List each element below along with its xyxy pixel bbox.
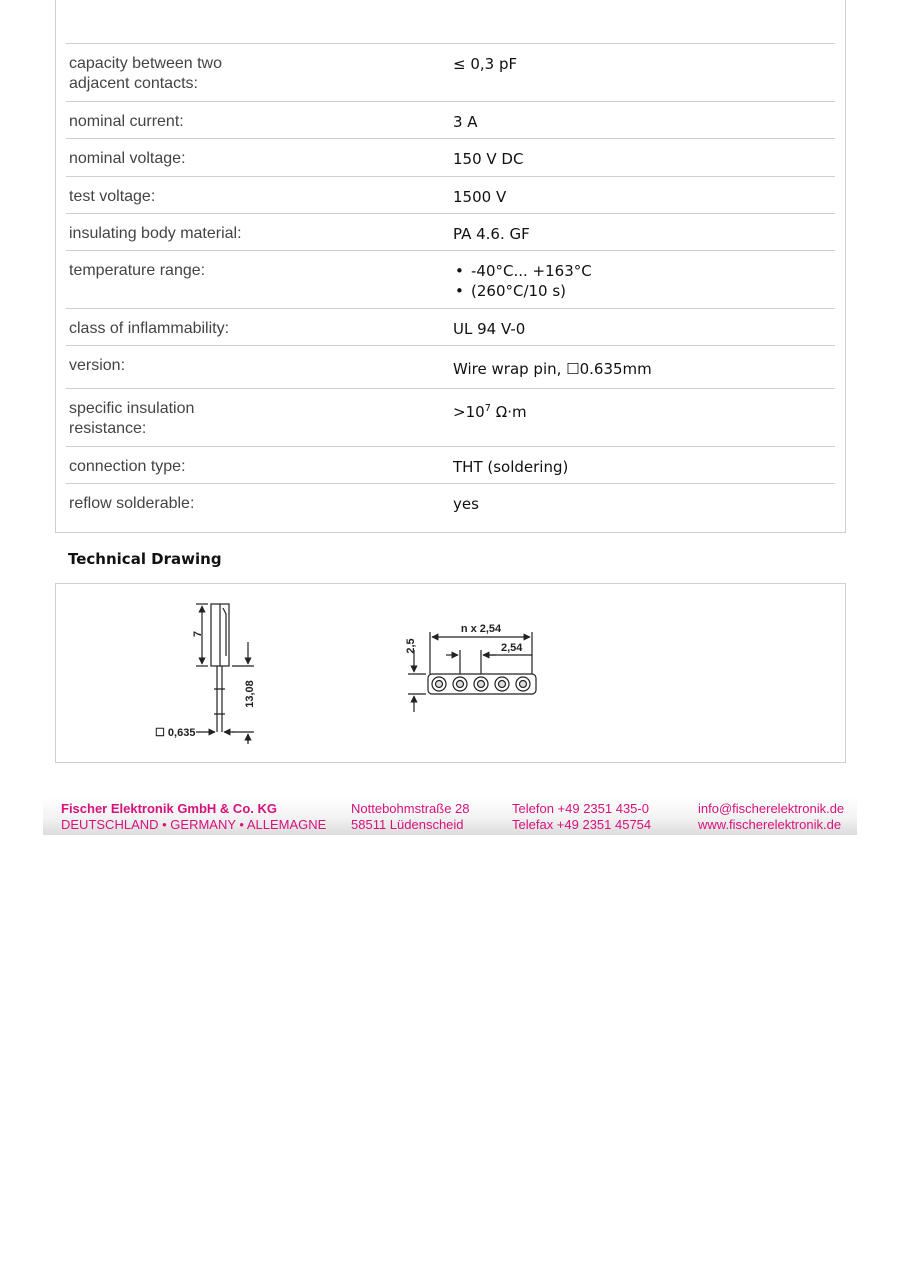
list-item: • -40°C... +163°C [453, 261, 592, 281]
spec-label: version: [69, 357, 126, 374]
spec-label: nominal voltage: [69, 150, 186, 167]
spec-value: THT (soldering) [453, 458, 569, 476]
footer-company [61, 801, 326, 833]
footer [43, 797, 857, 835]
spec-label: insulating body material: [69, 225, 242, 242]
spec-value: PA 4.6. GF [453, 225, 530, 243]
dim-label-2-5: 2,5 [405, 638, 417, 654]
spec-row-test-voltage [66, 176, 835, 213]
spec-value: 1500 V [453, 188, 507, 206]
side-view [196, 604, 254, 744]
dim-label-7: 7 [192, 630, 204, 638]
value-base: >10 [453, 403, 485, 421]
drawing-svg [56, 584, 847, 764]
footer-contact [698, 801, 844, 833]
spec-label: temperature range: [69, 262, 206, 279]
address-city: 58511 Lüdenscheid [351, 817, 464, 832]
spec-value: 3 A [453, 113, 478, 131]
footer-address [351, 801, 470, 833]
section-title: Technical Drawing [68, 550, 222, 568]
spec-value: Wire wrap pin, ☐0.635mm [453, 360, 652, 378]
spec-label: class of inflammability: [69, 320, 230, 337]
dim-label-pitch-total: n x 2,54 [460, 623, 502, 635]
value-unit: Ω·m [491, 403, 527, 421]
spec-row-capacity [66, 43, 835, 101]
email-link[interactable]: info@fischerelektronik.de [698, 801, 845, 816]
spec-row-inflammability [66, 308, 835, 345]
spec-row-reflow [66, 483, 835, 531]
spec-value: yes [453, 495, 479, 513]
phone-number: Telefon +49 2351 435-0 [512, 801, 649, 816]
spec-row-version [66, 345, 835, 388]
spec-label: nominal current: [69, 113, 184, 130]
list-item: • (260°C/10 s) [453, 281, 592, 301]
spec-row-voltage [66, 138, 835, 176]
footer-phone [512, 801, 651, 833]
dim-label-13-08: 13,08 [244, 680, 256, 708]
spec-value: UL 94 V-0 [453, 320, 526, 338]
technical-drawing [55, 583, 846, 763]
company-country: DEUTSCHLAND • GERMANY • ALLEMAGNE [61, 817, 327, 832]
company-name: Fischer Elektronik GmbH & Co. KG [61, 801, 277, 816]
pin-holes [432, 677, 530, 691]
dim-label-pin: ☐ 0,635 [155, 727, 196, 739]
spec-value [453, 399, 527, 422]
spec-label: reflow solderable: [69, 495, 195, 512]
value-exponent: 7 [484, 403, 492, 414]
spec-label: connection type: [69, 458, 186, 475]
spec-value: 150 V DC [453, 150, 524, 168]
spec-table [66, 43, 835, 531]
spec-value [453, 261, 592, 301]
spec-label: capacity between two adjacent contacts: [69, 55, 222, 92]
dim-label-pitch: 2,54 [501, 642, 523, 654]
web-link[interactable]: www.fischerelektronik.de [698, 817, 842, 832]
spec-value: ≤ 0,3 pF [453, 55, 518, 73]
spec-row-insulation [66, 388, 835, 446]
spec-row-connection [66, 446, 835, 483]
spec-label: specific insulation resistance: [69, 400, 195, 437]
fax-number: Telefax +49 2351 45754 [512, 817, 652, 832]
spec-row-material [66, 213, 835, 250]
spec-table-box [55, 0, 846, 533]
spec-label: test voltage: [69, 188, 156, 205]
spec-row-temperature [66, 250, 835, 308]
address-street: Nottebohmstraße 28 [351, 801, 470, 816]
temperature-list [453, 261, 592, 301]
spec-row-current [66, 101, 835, 138]
